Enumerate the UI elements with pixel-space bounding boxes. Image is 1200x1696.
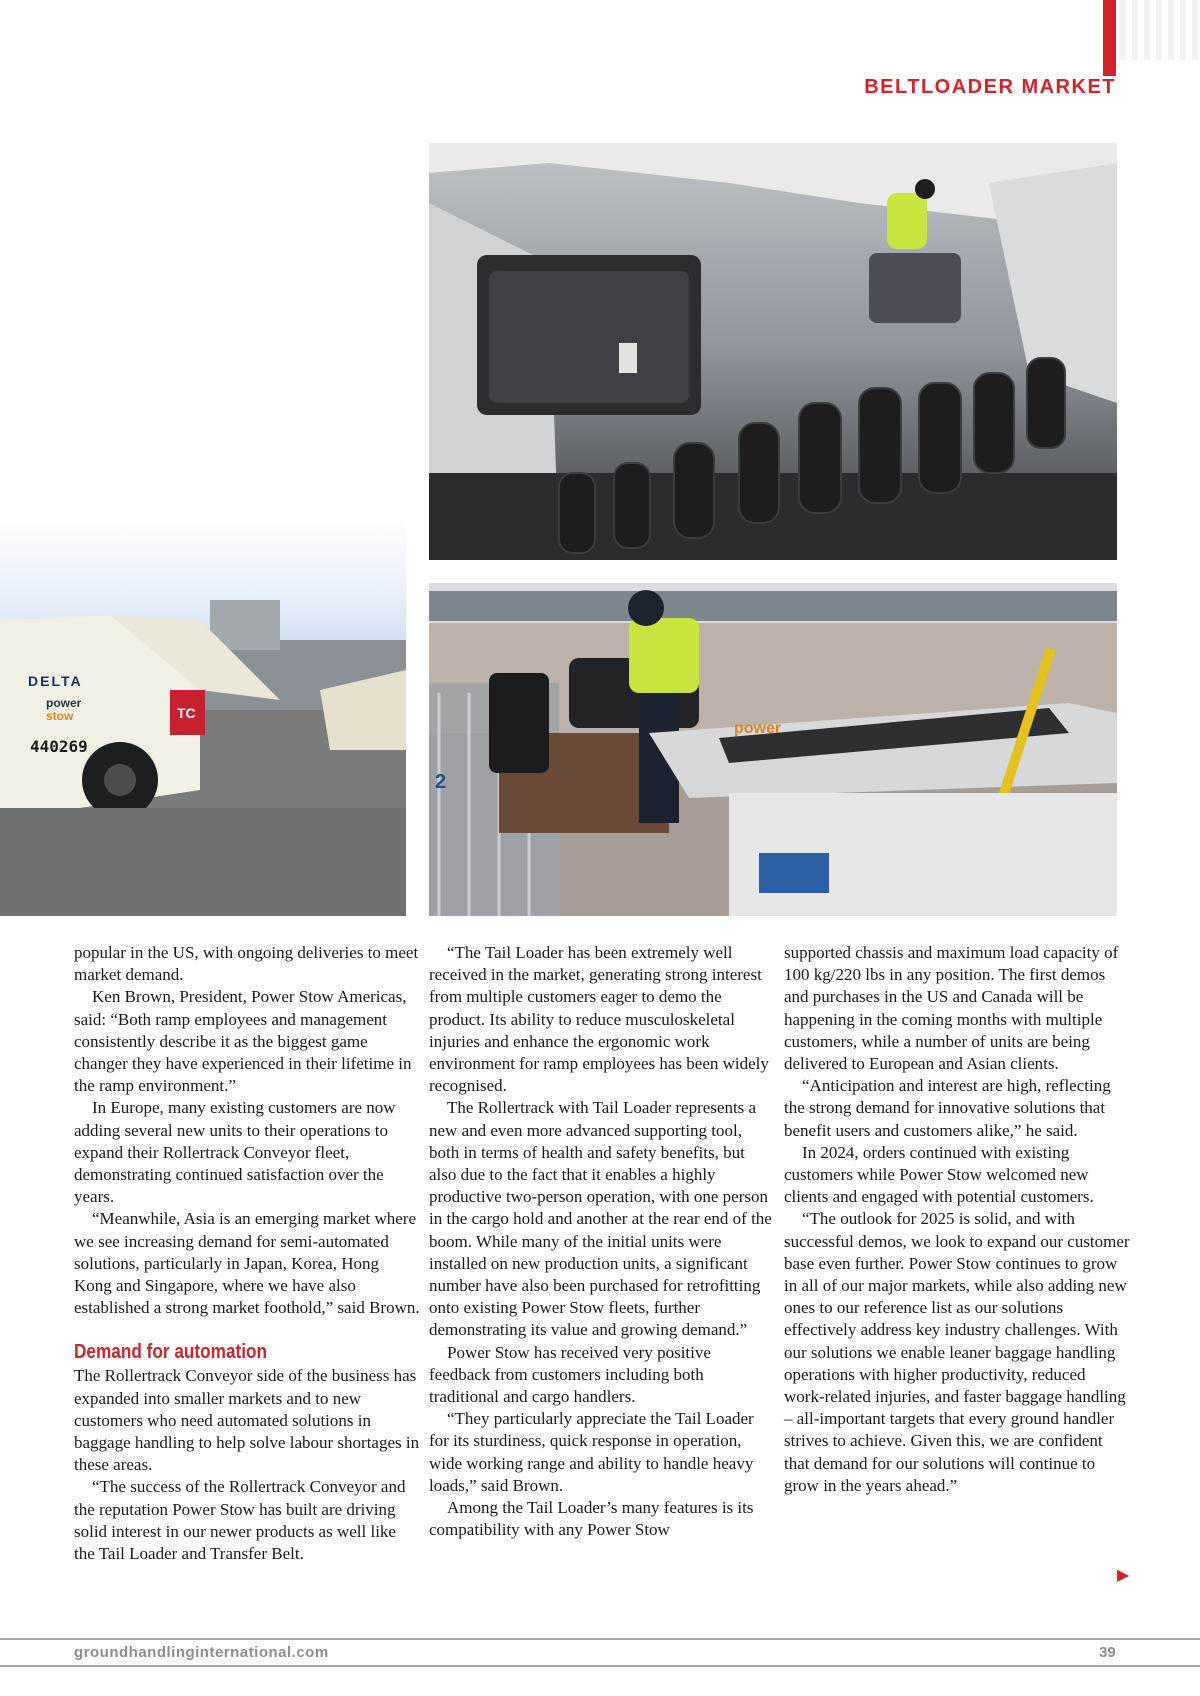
- corner-accent-bar: [1103, 0, 1116, 76]
- brand-logo-top-text: power: [46, 696, 82, 710]
- belt-brand-text: power: [734, 720, 782, 737]
- footer-rule-top: [0, 1638, 1200, 1640]
- subheading: Demand for automation: [74, 1341, 268, 1364]
- article-column-1: [74, 942, 420, 1565]
- photo-delta-beltloader: [0, 520, 406, 916]
- paragraph: supported chassis and maximum load capacity of 100 kg/220 lbs in any position. The first demos and purchases in the US and Canada will be happening in the coming months with multiple customers, while a number of units are being delivered to European and Asian clients.: [784, 943, 1119, 1074]
- paragraph: popular in the US, with ongoing deliveries to meet market demand.: [74, 943, 419, 985]
- paragraph: In Europe, many existing customers are now adding several new units to their operations to expand their Rollertrack Conveyor fleet, demonstrating continued satisfaction over the years.: [74, 1098, 396, 1207]
- article-column-2: [429, 942, 775, 1541]
- section-title: BELTLOADER MARKET: [864, 76, 1116, 98]
- photo-cargo-hold-rollertrack: [429, 143, 1117, 560]
- paragraph: “The success of the Rollertrack Conveyor and the reputation Power Stow has built are driving solid interest in our newer products as well like the Tail Loader and Transfer Belt.: [74, 1477, 406, 1564]
- paragraph: In 2024, orders continued with existing customers while Power Stow welcomed new clients and engaged with potential customers.: [784, 1142, 1094, 1207]
- corner-stripes: [1120, 0, 1200, 60]
- paragraph: The Rollertrack Conveyor side of the business has expanded into smaller markets and to new customers who need automated solutions in baggage handling to help solve labour shortages in these areas.: [74, 1366, 420, 1475]
- tc-badge-text: TC: [177, 705, 196, 721]
- paragraph: “The outlook for 2025 is solid, and with successful demos, we look to expand our customer base even further. Power Stow continues to grow in all of our major markets, while also adding new ones to our reference list as our solutions effectively address key industry challenges. With our solutions we enable leaner baggage handling operations with higher productivity, reduced work-related injuries, and faster baggage handling – all-important targets that every ground handler strives to achieve. Given this, we are confident that demand for our solutions will continue to grow in the years ahead.”: [784, 1209, 1130, 1495]
- paragraph: The Rollertrack with Tail Loader represents a new and even more advanced supporting tool, both in terms of health and safety benefits, but also due to the fact that it enables a highly productive two-person operation, with one person in the cargo hold and another at the rear end of the boom. While many of the initial units were installed on new production units, a significant number have also been purchased for retrofitting onto existing Power Stow fleets, further demonstrating its value and growing demand.”: [429, 1098, 772, 1340]
- footer-url: groundhandlinginternational.com: [74, 1644, 329, 1661]
- footer-rule-bottom: [0, 1665, 1200, 1667]
- brand-logo-bottom-text: stow: [46, 709, 74, 723]
- photo-ramp-worker-beltloader: [429, 583, 1117, 916]
- continue-arrow-icon: ▶: [1117, 1565, 1130, 1584]
- paragraph: “Anticipation and interest are high, reflecting the strong demand for innovative solutions that benefit users and customers alike,” he said.: [784, 1076, 1111, 1140]
- cart-number-text: 2: [435, 771, 447, 793]
- paragraph: “The Tail Loader has been extremely well received in the market, generating strong interest from multiple customers eager to demo the product. Its ability to reduce musculoskeletal injuries and enhance the ergonomic work environment for ramp employees has been widely recognised.: [429, 943, 769, 1096]
- paragraph: “Meanwhile, Asia is an emerging market where we see increasing demand for semi-automated solutions, particularly in Japan, Korea, Hong Kong and Singapore, where we have also established a strong market foothold,” said Brown.: [74, 1209, 420, 1318]
- paragraph: Ken Brown, President, Power Stow Americas, said: “Both ramp employees and management consistently describe it as the biggest game changer they have experienced in their lifetime in the ramp environment.”: [74, 987, 412, 1096]
- article-column-3: [784, 942, 1130, 1497]
- unit-number-text: 440269: [30, 737, 88, 756]
- page-number: 39: [1099, 1644, 1116, 1661]
- paragraph: Power Stow has received very positive feedback from customers including both traditional and cargo handlers.: [429, 1342, 711, 1407]
- paragraph: “They particularly appreciate the Tail Loader for its sturdiness, quick response in operation, wide working range and ability to handle heavy loads,” said Brown.: [429, 1409, 754, 1495]
- paragraph: Among the Tail Loader’s many features is its compatibility with any Power Stow: [429, 1498, 754, 1540]
- delta-logo-text: DELTA: [28, 673, 83, 689]
